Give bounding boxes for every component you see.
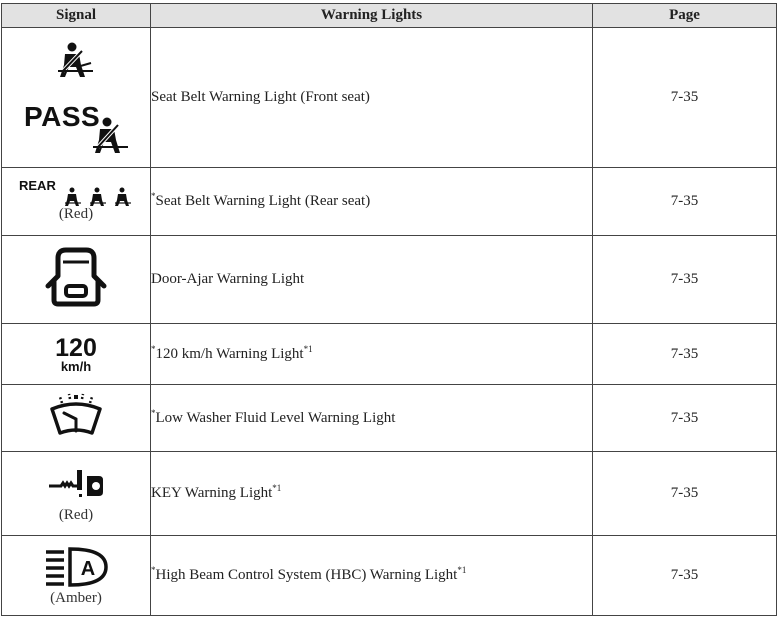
header-page: Page — [593, 4, 777, 28]
warning-light-mark: * — [151, 565, 156, 575]
warning-light-label: Seat Belt Warning Light (Front seat) — [151, 89, 370, 105]
warning-light-label: KEY Warning Light — [151, 485, 273, 501]
signal-cell — [2, 28, 151, 168]
warning-light-name — [151, 236, 593, 324]
signal-cell — [2, 236, 151, 324]
warning-light-label: Seat Belt Warning Light (Rear seat) — [155, 193, 371, 209]
speed-120-icon: 120 — [55, 333, 97, 362]
seatbelt-passenger-icon — [90, 115, 130, 157]
warning-light-footnote: *1 — [303, 343, 313, 354]
rear-label: REAR — [19, 177, 56, 193]
table-row — [2, 236, 777, 324]
page-ref: 7-35 — [593, 452, 777, 536]
table-row — [2, 28, 777, 168]
header-signal: Signal — [2, 4, 151, 28]
color-caption: (Amber) — [50, 589, 102, 606]
door-ajar-icon — [44, 246, 108, 308]
speed-unit-label: km/h — [60, 358, 92, 374]
page-ref: 7-35 — [593, 28, 777, 168]
seatbelt-front-icon — [55, 41, 95, 81]
washer-fluid-icon — [48, 393, 104, 439]
header-row — [2, 4, 777, 28]
warning-light-label: 120 km/h Warning Light — [155, 345, 304, 362]
key-warning-icon — [47, 466, 105, 504]
page-ref: 7-35 — [593, 536, 777, 616]
warning-light-name — [151, 452, 593, 536]
pass-label: PASS — [24, 100, 101, 132]
signal-cell — [2, 536, 151, 616]
hbc-letter: A — [80, 557, 96, 580]
table-row — [2, 385, 777, 452]
warning-light-name — [151, 324, 593, 385]
signal-cell — [2, 385, 151, 452]
warning-light-label: Low Washer Fluid Level Warning Light — [155, 409, 396, 426]
page-ref: 7-35 — [593, 236, 777, 324]
signal-cell — [2, 452, 151, 536]
signal-cell — [2, 168, 151, 236]
warning-light-name — [151, 536, 593, 616]
table-row — [2, 536, 777, 616]
warning-light-mark: * — [151, 191, 156, 201]
warning-light-name — [151, 385, 593, 452]
page-ref: 7-35 — [593, 324, 777, 385]
warning-light-name — [151, 28, 593, 168]
table-row — [2, 324, 777, 385]
signal-cell — [2, 324, 151, 385]
table-row — [2, 168, 777, 236]
high-beam-control-icon — [44, 547, 108, 587]
header-warning-lights: Warning Lights — [151, 4, 593, 28]
warning-light-footnote: *1 — [457, 565, 467, 575]
color-caption: (Red) — [58, 205, 94, 222]
page-ref: 7-35 — [593, 168, 777, 236]
warning-light-label: Door-Ajar Warning Light — [151, 271, 305, 287]
warning-light-name — [151, 168, 593, 236]
table-row — [2, 452, 777, 536]
warning-light-label: High Beam Control System (HBC) Warning Light — [155, 567, 458, 583]
warning-lights-table — [1, 3, 777, 616]
color-caption: (Red) — [58, 506, 94, 523]
warning-light-mark: * — [151, 343, 156, 354]
warning-light-mark: * — [151, 407, 156, 418]
warning-light-footnote: *1 — [272, 483, 282, 493]
seatbelt-rear-icon — [64, 187, 134, 207]
page-ref: 7-35 — [593, 385, 777, 452]
